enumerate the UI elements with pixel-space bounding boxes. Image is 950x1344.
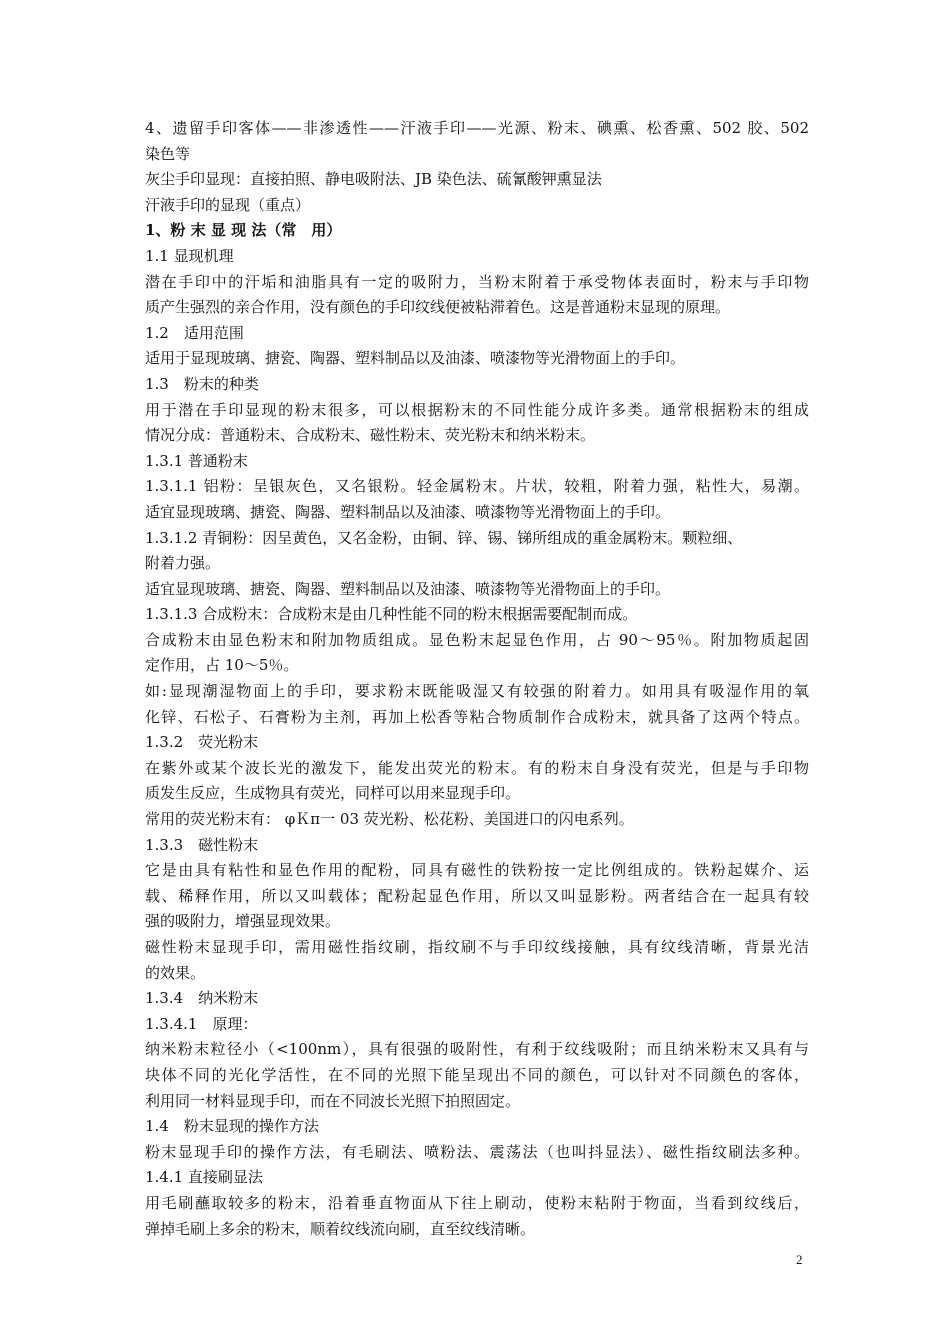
text-line: 1.3 粉末的种类 (145, 374, 259, 393)
text-line: 用毛刷蘸取较多的粉末，沿着垂直物面从下往上刷动，使粉末粘附于物面，当看到纹线后， (145, 1193, 809, 1212)
text-line: 1.3.2 荧光粉末 (145, 733, 259, 752)
text-line: 附着力强。 (145, 554, 221, 573)
text-line: 在紫外或某个波长光的激发下，能发出荧光的粉末。有的粉末自身没有荧光，但是与手印物 (145, 758, 809, 777)
text-line: 块体不同的光化学活性，在不同的光照下能呈现出不同的颜色，可以针对不同颜色的客体， (145, 1065, 809, 1084)
document-body (145, 116, 809, 1242)
text-line: 情况分成：普通粉末、合成粉末、磁性粉末、荧光粉末和纳米粉末。 (145, 426, 596, 445)
text-line: 1.3.1.3 合成粉末：合成粉末是由几种性能不同的粉末根据需要配制而成。 (145, 605, 638, 624)
text-line: 磁性粉末显现手印，需用磁性指纹刷，指纹刷不与手印纹线接触，具有纹线清晰，背景光洁 (145, 938, 809, 956)
text-line: 1、粉 末 显 现 法（常 用） (145, 221, 342, 240)
text-line: 1.1 显现机理 (145, 246, 234, 265)
text-line: 1.3.4 纳米粉末 (145, 989, 259, 1008)
text-line: 汗液手印的显现（重点） (145, 195, 311, 214)
text-line: 1.3.1.1 铝粉：呈银灰色，又名银粉。轻金属粉末。片状，较粗，附着力强，粘性大，易潮。 (145, 477, 809, 496)
text-line: 灰尘手印显现：直接拍照、静电吸附法、JB 染色法、硫氰酸钾熏显法 (145, 170, 602, 189)
text-line: 质产生强烈的亲合作用，没有颜色的手印纹线便被粘滞着色。这是普通粉末显现的原理。 (145, 298, 731, 317)
text-line: 4、遗留手印客体——非渗透性——汗液手印——光源、粉末、碘熏、松香熏、502 胶、502 (145, 119, 809, 137)
text-line: 载、稀释作用，所以又叫载体；配粉起显色作用，所以又叫显影粉。两者结合在一起具有较 (145, 886, 809, 905)
text-line: 适宜显现玻璃、搪瓷、陶器、塑料制品以及油漆、喷漆物等光滑物面上的手印。 (145, 579, 671, 598)
text-line: 适用于显现玻璃、搪瓷、陶器、塑料制品以及油漆、喷漆物等光滑物面上的手印。 (145, 349, 686, 368)
text-line: 化锌、石松子、石膏粉为主剂，再加上松香等粘合物质制作合成粉末，就具备了这两个特点。 (145, 707, 809, 726)
text-line: 利用同一材料显现手印，而在不同波长光照下拍照固定。 (145, 1091, 521, 1110)
text-line: 弹掉毛刷上多余的粉末，顺着纹线流向刷，直至纹线清晰。 (145, 1219, 536, 1238)
text-line: 1.3.1 普通粉末 (145, 451, 248, 470)
text-line: 如:显现潮湿物面上的手印，要求粉末既能吸湿又有较强的附着力。如用具有吸湿作用的氧 (145, 682, 809, 701)
text-line: 常用的荧光粉末有： φＫπ一 03 荧光粉、松花粉、美国进口的闪电系列。 (145, 810, 634, 829)
text-line: 1.2 适用范围 (145, 323, 244, 342)
text-line: 的效果。 (145, 963, 206, 982)
text-line: 1.3.4.1 原理： (145, 1014, 258, 1033)
text-line: 潜在手印中的汗垢和油脂具有一定的吸附力，当粉末附着于承受物体表面时，粉末与手印物 (145, 272, 809, 291)
text-line: 质发生反应，生成物具有荧光，同样可以用来显现手印。 (145, 784, 521, 803)
text-line: 它是由具有粘性和显色作用的配粉，同具有磁性的铁粉按一定比例组成的。铁粉起媒介、运 (145, 861, 809, 880)
page-number: 2 (796, 1252, 803, 1267)
text-line: 用于潜在手印显现的粉末很多，可以根据粉末的不同性能分成许多类。通常根据粉末的组成 (145, 400, 809, 419)
text-line: 定作用，占 10～5％。 (145, 656, 299, 675)
text-line: 1.4.1 直接刷显法 (145, 1168, 263, 1187)
text-line: 适宜显现玻璃、搪瓷、陶器、塑料制品以及油漆、喷漆物等光滑物面上的手印。 (145, 502, 671, 521)
text-line: 强的吸附力，增强显现效果。 (145, 912, 341, 931)
text-line: 合成粉末由显色粉末和附加物质组成。显色粉末起显色作用，占 90～95％。附加物质起固 (145, 630, 809, 649)
text-line: 1.3.3 磁性粉末 (145, 835, 259, 854)
text-line: 粉末显现手印的操作方法，有毛刷法、喷粉法、震荡法（也叫抖显法）、磁性指纹刷法多种。 (145, 1142, 809, 1161)
text-line: 1.3.1.2 青铜粉：因呈黄色，又名金粉，由铜、锌、锡、锑所组成的重金属粉末。颗粒细、 (145, 528, 743, 547)
text-line: 染色等 (145, 144, 191, 163)
text-line: 1.4 粉末显现的操作方法 (145, 1117, 319, 1136)
text-line: 纳米粉末粒径小（<100nm），具有很强的吸附性，有利于纹线吸附；而且纳米粉末又具有与 (145, 1040, 809, 1059)
